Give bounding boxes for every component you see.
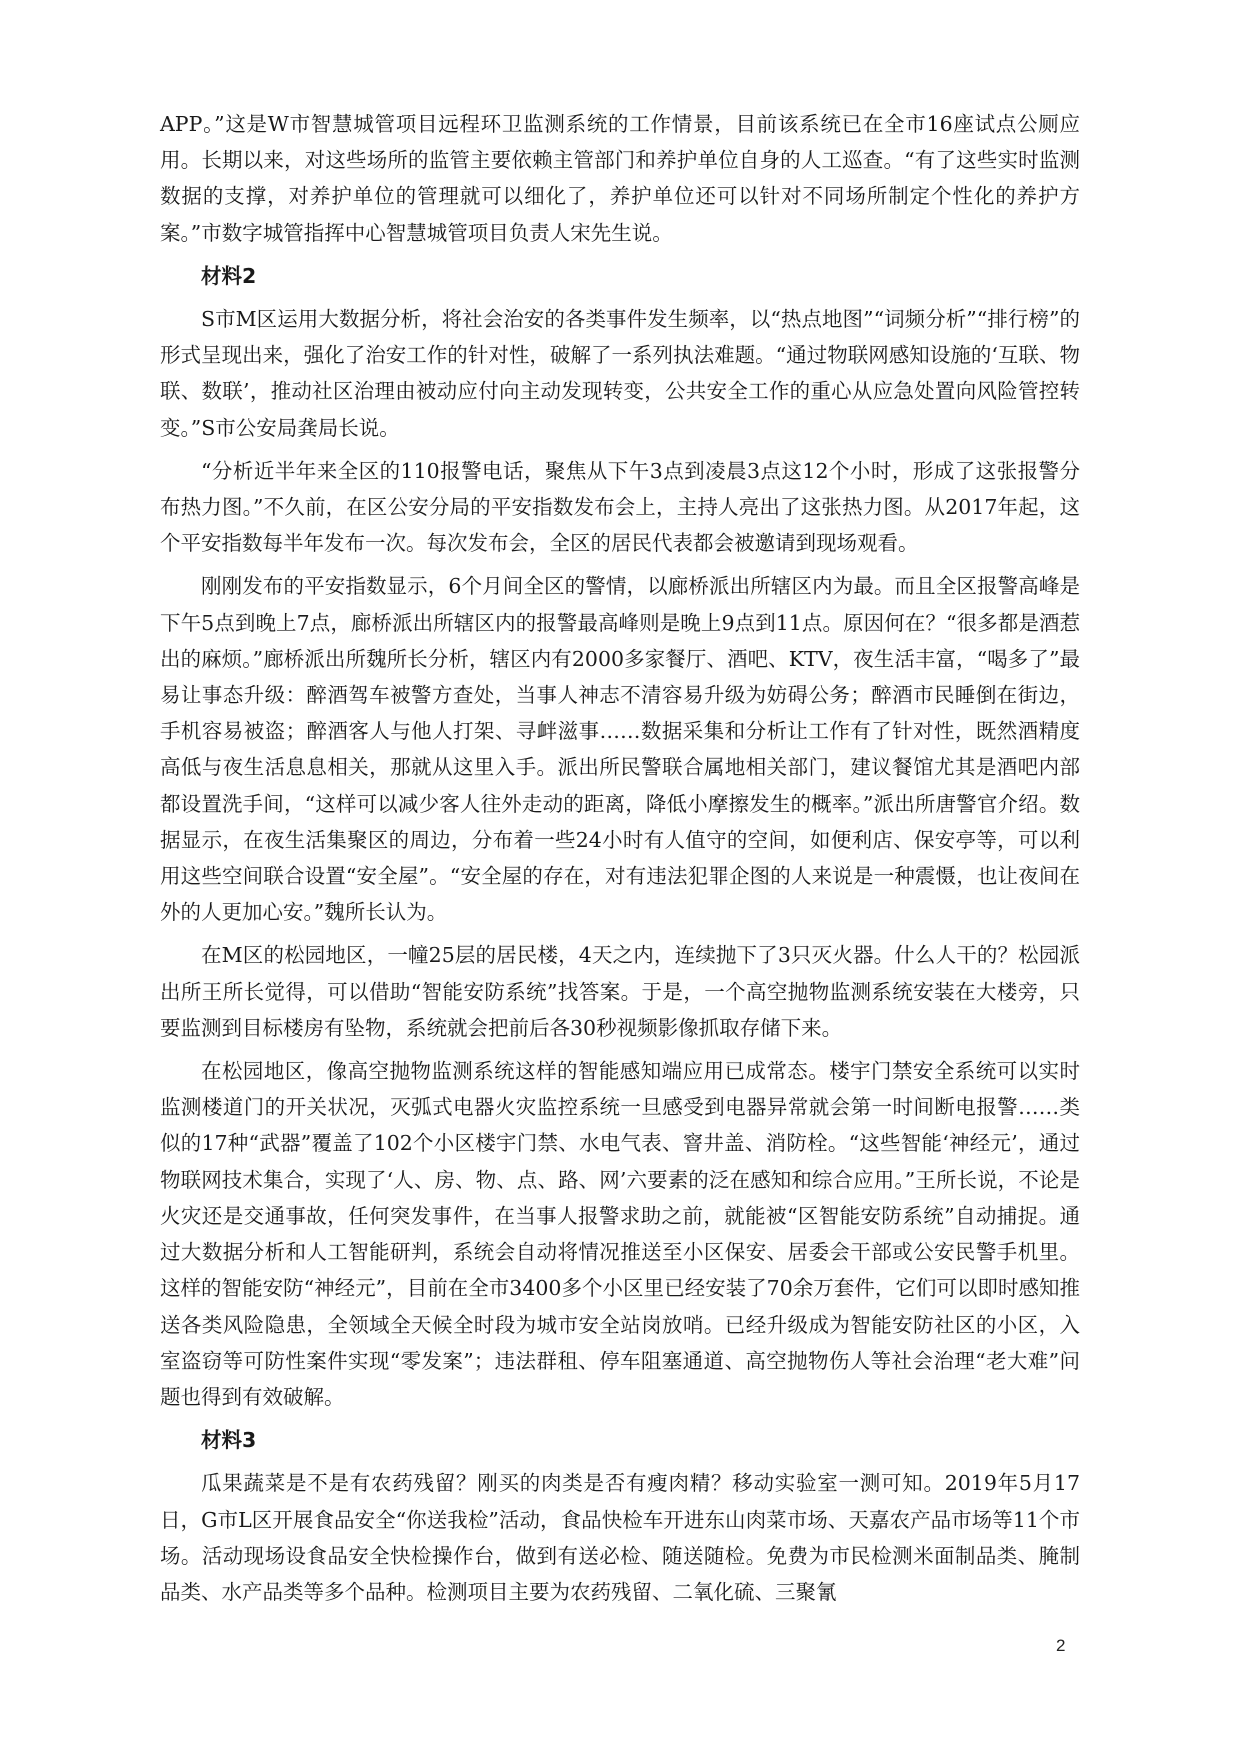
material-2-paragraph-3: 刚刚发布的平安指数显示，6个月间全区的警情，以廊桥派出所辖区内为最。而且全区报警高峰是下午5点到晚上7点，廊桥派出所辖区内的报警最高峰则是晚上9点到11点。原因何在？“很多都是酒惹出的麻烦。”廊桥派出所魏所长分析，辖区内有2000多家餐厅、酒吧、KTV，夜生活丰富，“喝多了”最易让事态升级：醉酒驾车被警方查处，当事人神志不清容易升级为妨碍公务；醉酒市民睡倒在街边，手机容易被盗；醉酒客人与他人打架、寻衅滋事……数据采集和分析让工作有了针对性，既然酒精度高低与夜生活息息相关，那就从这里入手。派出所民警联合属地相关部门，建议餐馆尤其是酒吧内部都设置洗手间，“这样可以减少客人往外走动的距离，降低小摩擦发生的概率。”派出所唐警官介绍。数据显示，在夜生活集聚区的周边，分布着一些24小时有人值守的空间，如便利店、保安亭等，可以利用这些空间联合设置“安全屋”。“安全屋的存在，对有违法犯罪企图的人来说是一种震慑，也让夜间在外的人更加心安。”魏所长认为。 <box>160 574 1080 925</box>
page-number: 2 <box>1056 1636 1066 1655</box>
material-2-paragraph-5: 在松园地区，像高空抛物监测系统这样的智能感知端应用已成常态。楼宇门禁安全系统可以实时监测楼道门的开关状况，灭弧式电器火灾监控系统一旦感受到电器异常就会第一时间断电报警……类似的17种“武器”覆盖了102个小区楼宇门禁、水电气表、窨井盖、消防栓。“这些智能‘神经元’，通过物联网技术集合，实现了‘人、房、物、点、路、网’六要素的泛在感知和综合应用。”王所长说，不论是火灾还是交通事故，任何突发事件，在当事人报警求助之前，就能被“区智能安防系统”自动捕捉。通过大数据分析和人工智能研判，系统会自动将情况推送至小区保安、居委会干部或公安民警手机里。这样的智能安防“神经元”，目前在全市3400多个小区里已经安装了70余万套件，它们可以即时感知推送各类风险隐患，全领域全天候全时段为城市安全站岗放哨。已经升级成为智能安防社区的小区，入室盗窃等可防性案件实现“零发案”；违法群租、停车阻塞通道、高空抛物伤人等社会治理“老大难”问题也得到有效破解。 <box>160 1059 1080 1409</box>
intro-paragraph: APP。”这是W市智慧城管项目远程环卫监测系统的工作情景，目前该系统已在全市16座试点公厕应用。长期以来，对这些场所的监管主要依赖主管部门和养护单位自身的人工巡查。“有了这些实时监测数据的支撑，对养护单位的管理就可以细化了，养护单位还可以针对不同场所制定个性化的养护方案。”市数字城管指挥中心智慧城管项目负责人宋先生说。 <box>160 112 1080 245</box>
material-3-paragraph-1: 瓜果蔬菜是不是有农药残留？刚买的肉类是否有瘦肉精？移动实验室一测可知。2019年5月17日，G市L区开展食品安全“你送我检”活动，食品快检车开进东山肉菜市场、天嘉农产品市场等11个市场。活动现场设食品安全快检操作台，做到有送必检、随送随检。免费为市民检测米面制品类、腌制品类、水产品类等多个品种。检测项目主要为农药残留、二氧化硫、三聚氰 <box>160 1471 1080 1604</box>
material-2-paragraph-2: “分析近半年来全区的110报警电话，聚焦从下午3点到凌晨3点这12个小时，形成了这张报警分布热力图。”不久前，在区公安分局的平安指数发布会上，主持人亮出了这张热力图。从2017年起，这个平安指数每半年发布一次。每次发布会，全区的居民代表都会被邀请到现场观看。 <box>160 458 1080 556</box>
document-body <box>160 106 1080 1617</box>
material-2-paragraph-1: S市M区运用大数据分析，将社会治安的各类事件发生频率，以“热点地图”“词频分析”“排行榜”的形式呈现出来，强化了治安工作的针对性，破解了一系列执法难题。“通过物联网感知设施的‘互联、物联、数联’，推动社区治理由被动应付向主动发现转变，公共安全工作的重心从应急处置向风险管控转变。”S市公安局龚局长说。 <box>160 307 1080 440</box>
material-2-heading: 材料2 <box>201 263 257 288</box>
material-3-heading: 材料3 <box>201 1428 257 1453</box>
material-2-paragraph-4: 在M区的松园地区，一幢25层的居民楼，4天之内，连续抛下了3只灭火器。什么人干的？松园派出所王所长觉得，可以借助“智能安防系统”找答案。于是，一个高空抛物监测系统安装在大楼旁，只要监测到目标楼房有坠物，系统就会把前后各30秒视频影像抓取存储下来。 <box>160 943 1080 1040</box>
